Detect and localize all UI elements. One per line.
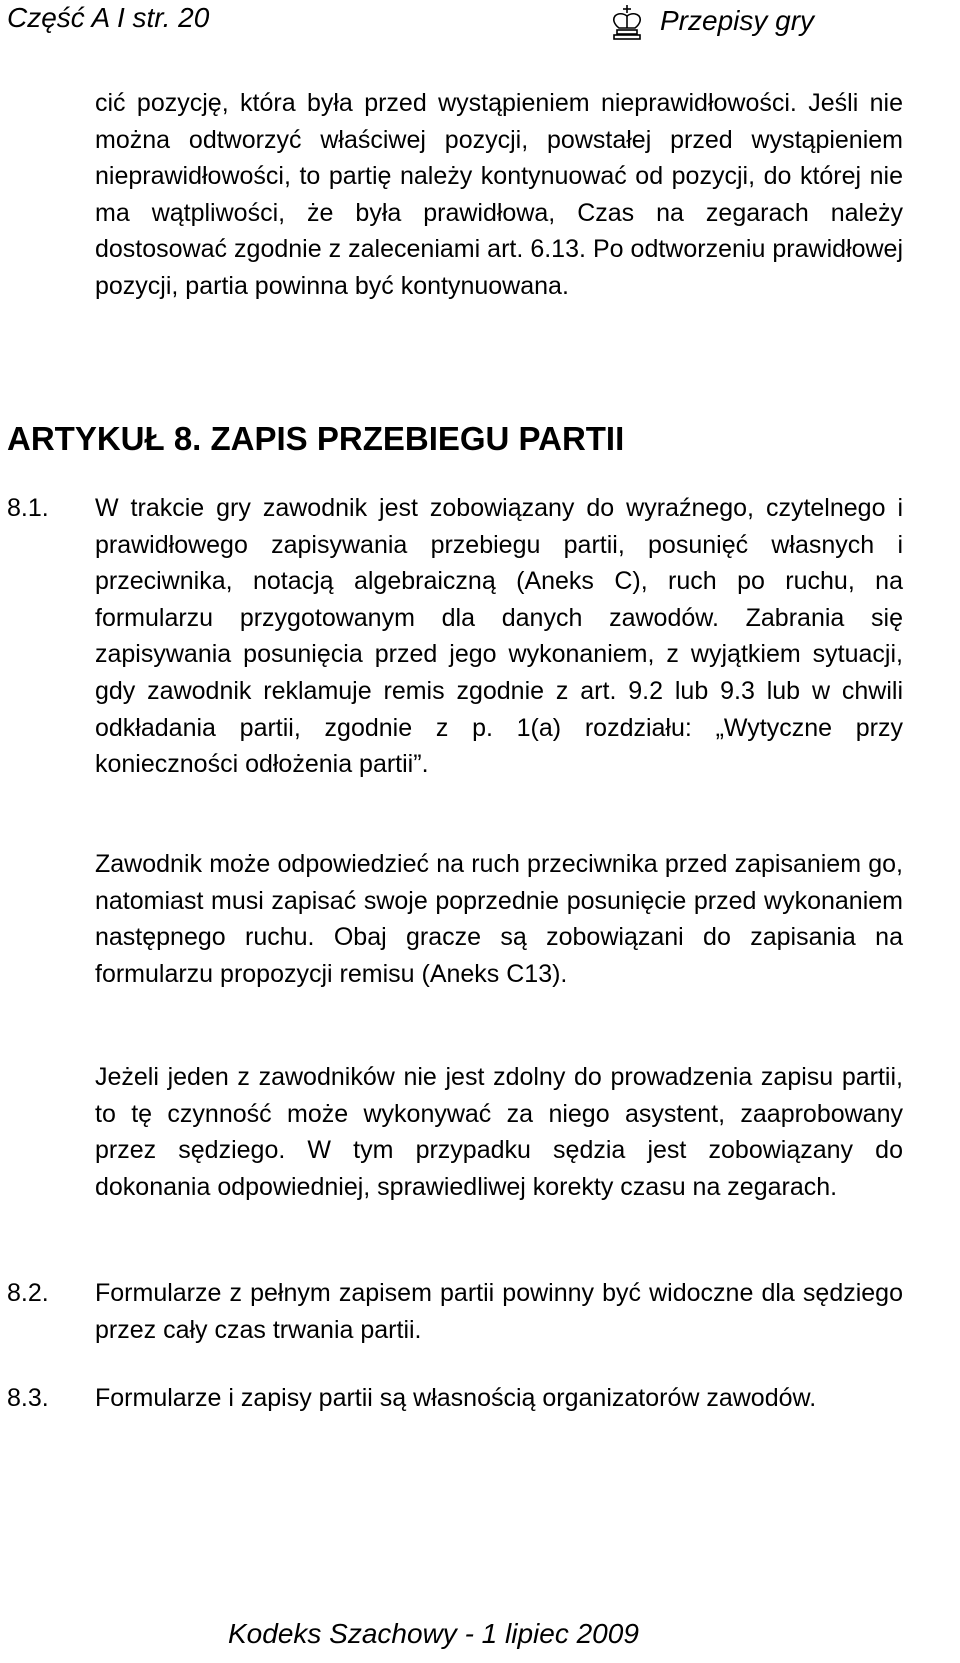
header-section-label: Część A I str. 20: [7, 2, 210, 33]
page-footer: Kodeks Szachowy - 1 lipiec 2009: [228, 1618, 639, 1649]
section-8-3-paragraph: Formularze i zapisy partii są własnością organizatorów zawodów.: [95, 1384, 817, 1412]
header-right-group: [610, 2, 814, 40]
page-header: [0, 0, 960, 48]
section-8-1-paragraph-1: W trakcie gry zawodnik jest zobowiązany do wyraźnego, czytelnego i prawidłowego zapisywania przebiegu partii, posunięć własnych i przeciwnika, notacją algebraiczną (Aneks C), ruch po ruchu, na formularzu przygotowanym dla danych zawodów. Zabrania się zapisywania posunięcia przed jego wykonaniem, z wyjątkiem sytuacji, gdy zawodnik reklamuje remis zgodnie z art. 9.2 lub 9.3 lub w chwili odkładania partii, zgodnie z p. 1(a) rozdziału: „Wytyczne przy konieczności odłożenia partii”.: [95, 494, 903, 779]
chess-king-icon: [610, 4, 644, 40]
article-heading: ARTYKUŁ 8. ZAPIS PRZEBIEGU PARTII: [7, 420, 625, 457]
section-8-1-paragraph-3: Jeżeli jeden z zawodników nie jest zdolny do prowadzenia zapisu partii, to tę czynność może wykonywać za niego asystent, zaaprobowany przez sędziego. W tym przypadku sędzia jest zobowiązany do dokonania odpowiedniej, sprawiedliwej korekty czasu na zegarach.: [95, 1063, 903, 1201]
section-number-8-1: 8.1.: [7, 494, 49, 522]
section-8-2-paragraph: Formularze z pełnym zapisem partii powinny być widoczne dla sędziego przez cały czas trwania partii.: [95, 1279, 903, 1344]
section-number-8-3: 8.3.: [7, 1384, 49, 1412]
intro-paragraph: cić pozycję, która była przed wystąpieniem nieprawidłowości. Jeśli nie można odtworzyć właściwej pozycji, powstałej przed wystąpieniem nieprawidłowości, to partię należy kontynuować od pozycji, do której nie ma wątpliwości, że była prawidłowa, Czas na zegarach należy dostosować zgodnie z zaleceniami art. 6.13. Po odtworzeniu prawidłowej pozycji, partia powinna być kontynuowana.: [95, 89, 903, 300]
section-8-1-paragraph-2: Zawodnik może odpowiedzieć na ruch przeciwnika przed zapisaniem go, natomiast musi zapisać swoje poprzednie posunięcie przed wykonaniem następnego ruchu. Obaj gracze są zobowiązani do zapisania na formularzu propozycji remisu (Aneks C13).: [95, 850, 903, 988]
header-title: Przepisy gry: [660, 5, 815, 36]
section-number-8-2: 8.2.: [7, 1279, 49, 1307]
